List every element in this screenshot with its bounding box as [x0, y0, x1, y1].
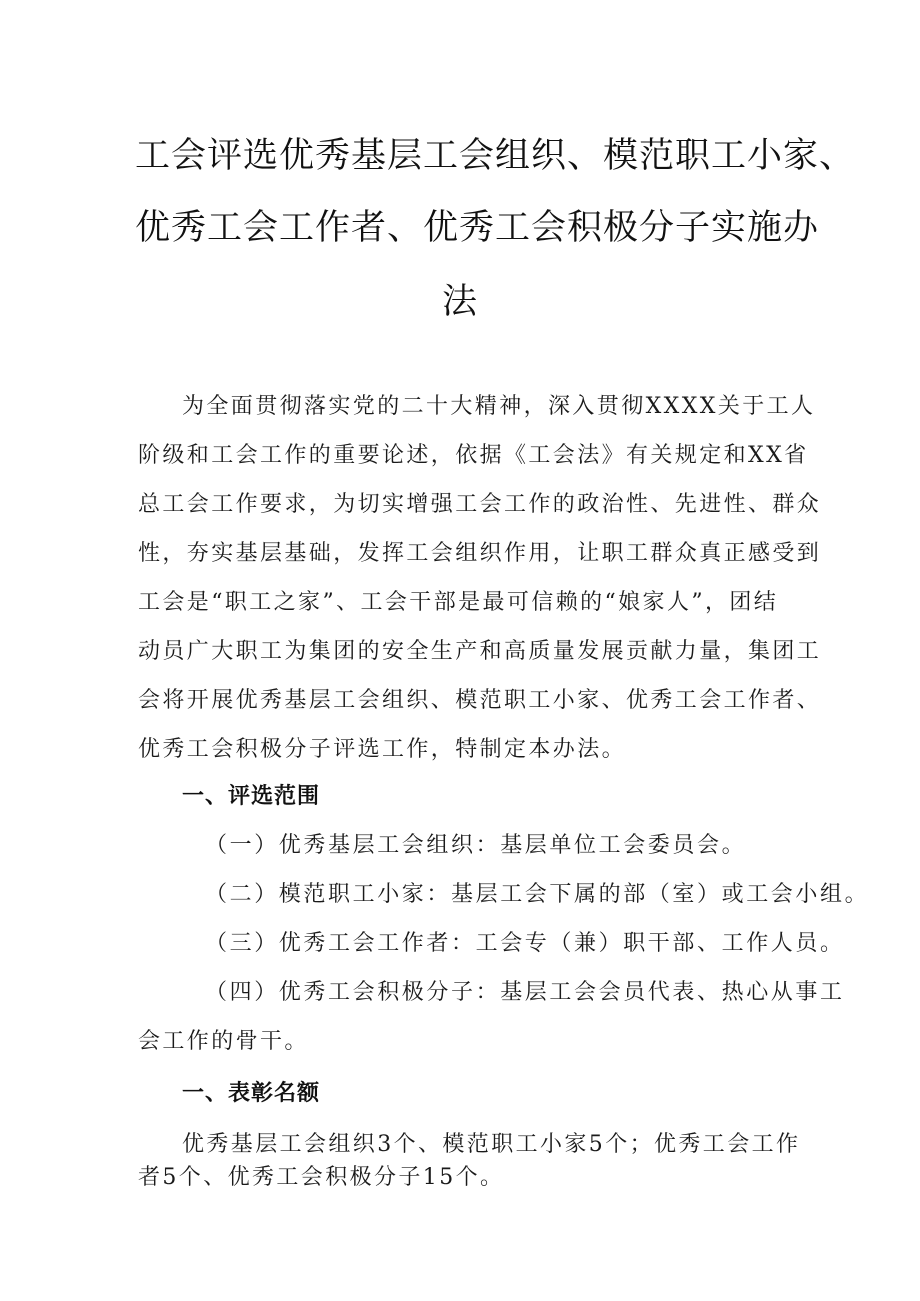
- document-title-line-2: 优秀工会工作者、优秀工会积极分子实施办: [135, 208, 820, 248]
- intro-line-2: 阶级和工会工作的重要论述，依据《工会法》有关规定和XX省: [138, 443, 809, 468]
- intro-line-8: 优秀工会积极分子评选工作，特制定本办法。: [138, 737, 627, 762]
- section-heading-scope: 一、评选范围: [182, 784, 321, 809]
- intro-line-3: 总工会工作要求，为切实增强工会工作的政治性、先进性、群众: [138, 492, 822, 517]
- document-title-line-3: 法: [441, 282, 478, 322]
- intro-line-1: 为全面贯彻落实党的二十大精神，深入贯彻XXXX关于工人: [182, 394, 816, 419]
- scope-item-1: （一）优秀基层工会组织：基层单位工会委员会。: [205, 833, 747, 858]
- intro-line-5: 工会是“职工之家”、工会干部是最可信赖的“娘家人”，团结: [138, 590, 779, 615]
- intro-line-6: 动员广大职工为集团的安全生产和高质量发展贡献力量，集团工: [138, 639, 822, 664]
- intro-line-4: 性，夯实基层基础，发挥工会组织作用，让职工群众真正感受到: [138, 541, 822, 566]
- quota-line-2: 者5个、优秀工会积极分子15个。: [138, 1165, 505, 1190]
- scope-item-2: （二）模范职工小家：基层工会下属的部（室）或工会小组。: [205, 882, 870, 907]
- intro-line-7: 会将开展优秀基层工会组织、模范职工小家、优秀工会工作者、: [138, 688, 822, 713]
- scope-item-4: （四）优秀工会积极分子：基层工会会员代表、热心从事工: [205, 980, 845, 1005]
- quota-line-1: 优秀基层工会组织3个、模范职工小家5个；优秀工会工作: [182, 1132, 801, 1157]
- document-title-line-1: 工会评选优秀基层工会组织、模范职工小家、: [135, 136, 856, 176]
- scope-item-4-continuation: 会工作的骨干。: [138, 1029, 309, 1054]
- scope-item-3: （三）优秀工会工作者：工会专（兼）职干部、工作人员。: [205, 931, 845, 956]
- section-heading-quota: 一、表彰名额: [182, 1081, 321, 1106]
